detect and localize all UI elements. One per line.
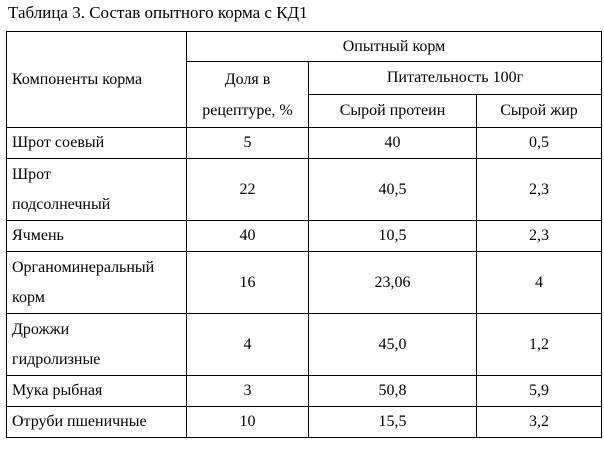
cell-share: 22 <box>187 159 309 221</box>
cell-protein: 10,5 <box>309 221 477 252</box>
header-share <box>187 62 309 128</box>
header-share-line2: рецептуре, % <box>202 101 293 119</box>
cell-protein: 40,5 <box>309 159 477 221</box>
header-crude-fat: Сырой жир <box>477 95 602 128</box>
cell-component <box>7 221 187 252</box>
header-components: Компоненты корма <box>7 32 187 128</box>
cell-component <box>7 376 187 407</box>
table-caption: Таблица 3. Состав опытного корма с КД1 <box>8 3 308 22</box>
component-name-line: подсолнечный <box>12 195 111 213</box>
cell-fat: 1,2 <box>477 314 602 376</box>
cell-component <box>7 252 187 314</box>
table-row <box>7 314 602 376</box>
cell-share: 3 <box>187 376 309 407</box>
header-nutrition: Питательность 100г <box>309 62 602 95</box>
cell-fat: 0,5 <box>477 128 602 159</box>
header-crude-protein: Сырой протеин <box>309 95 477 128</box>
header-experimental-feed: Опытный корм <box>187 32 602 62</box>
cell-share: 4 <box>187 314 309 376</box>
cell-fat: 2,3 <box>477 159 602 221</box>
header-row-1 <box>7 32 602 62</box>
cell-share: 16 <box>187 252 309 314</box>
cell-component <box>7 407 187 438</box>
cell-share: 40 <box>187 221 309 252</box>
cell-protein: 40 <box>309 128 477 159</box>
component-name-line: Шрот <box>12 165 51 183</box>
cell-fat: 5,9 <box>477 376 602 407</box>
cell-protein: 15,5 <box>309 407 477 438</box>
cell-fat: 2,3 <box>477 221 602 252</box>
component-name-line: гидролизные <box>12 350 101 368</box>
feed-composition-table <box>6 31 602 438</box>
cell-component <box>7 159 187 221</box>
table-row <box>7 407 602 438</box>
cell-fat: 4 <box>477 252 602 314</box>
table-row <box>7 128 602 159</box>
component-name-line: Органоминеральный <box>12 258 155 276</box>
component-name-line: Отруби пшеничные <box>12 413 147 430</box>
component-name-line: Шрот соевый <box>12 134 105 151</box>
cell-share: 10 <box>187 407 309 438</box>
cell-protein: 45,0 <box>309 314 477 376</box>
cell-component <box>7 314 187 376</box>
table-row <box>7 159 602 221</box>
cell-protein: 50,8 <box>309 376 477 407</box>
header-share-line1: Доля в <box>224 70 271 88</box>
component-name-line: Ячмень <box>12 227 64 244</box>
cell-share: 5 <box>187 128 309 159</box>
component-name-line: Мука рыбная <box>12 382 103 399</box>
table-body <box>7 32 602 438</box>
cell-component <box>7 128 187 159</box>
cell-fat: 3,2 <box>477 407 602 438</box>
component-name-line: корм <box>12 288 45 306</box>
component-name-line: Дрожжи <box>12 320 70 338</box>
table-row <box>7 252 602 314</box>
cell-protein: 23,06 <box>309 252 477 314</box>
table-row <box>7 221 602 252</box>
table-row <box>7 376 602 407</box>
